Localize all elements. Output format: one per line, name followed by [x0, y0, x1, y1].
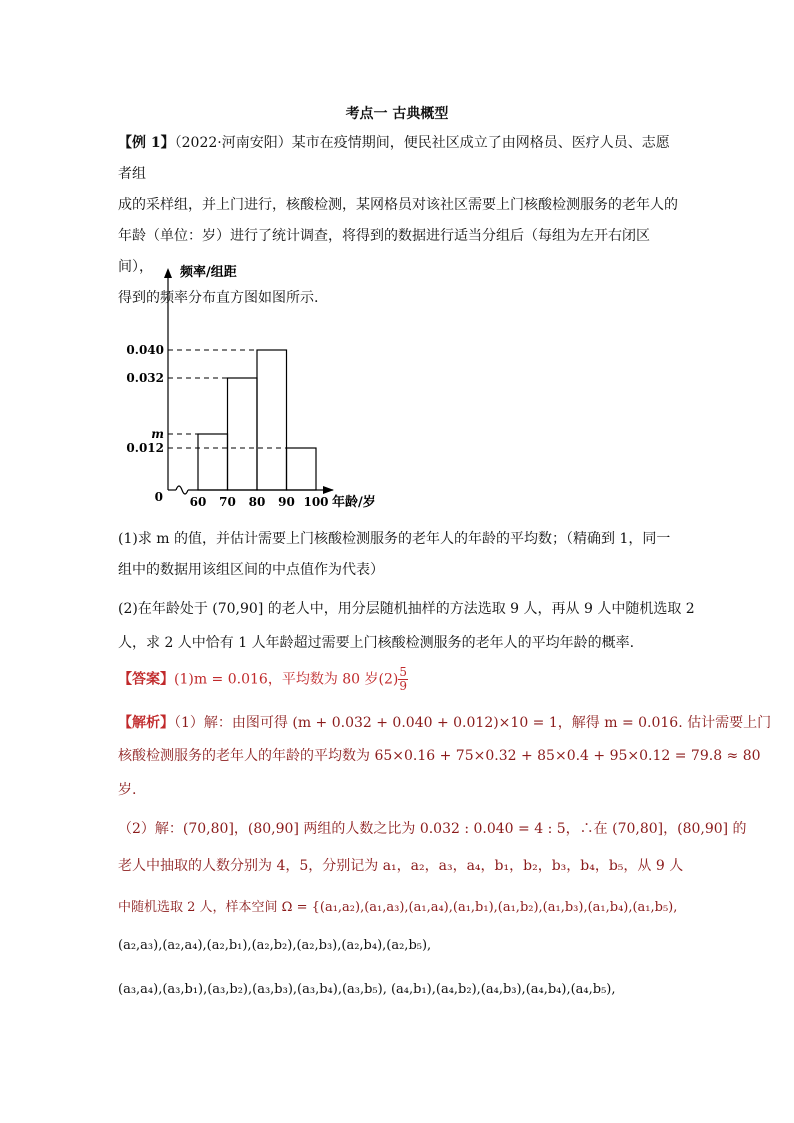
y-axis-label: 频率/组距 — [180, 265, 237, 280]
analysis-line-3: 岁. — [118, 782, 137, 798]
section-title: 考点一 古典概型 — [345, 106, 449, 122]
histogram-bar — [198, 434, 228, 490]
question-1-line-2: 组中的数据用该组区间的中点值作为代表） — [118, 562, 384, 578]
analysis-line-5: 老人中抽取的人数分别为 4，5，分别记为 a₁，a₂，a₃，a₄，b₁，b₂，b₃，b₄，b₅，从 9 人 — [118, 858, 684, 874]
y-tick-label: 0.012 — [126, 441, 164, 455]
analysis-line-7: (a₂,a₃),(a₂,a₄),(a₂,b₁),(a₂,b₂),(a₂,b₃),(a₂,b₄),(a₂,b₅), — [118, 938, 432, 953]
y-tick-label: 0.040 — [126, 343, 164, 357]
y-axis-arrow — [164, 268, 172, 278]
analysis-line-8: (a₃,a₄),(a₃,b₁),(a₃,b₂),(a₃,b₃),(a₃,b₄),(a₃,b₅), (a₄,b₁),(a₄,b₂),(a₄,b₃),(a₄,b₄),(a₄,b₅), — [118, 982, 616, 997]
example-source: （2022·河南安阳） — [174, 135, 292, 151]
analysis-line-1 — [118, 712, 771, 732]
x-tick-label: 60 — [189, 495, 207, 509]
example-tag: 【例 1】 — [118, 135, 175, 151]
histogram-bar — [228, 378, 258, 490]
analysis-line-2: 核酸检测服务的老年人的年龄的平均数为 65×0.16 + 75×0.32 + 85×0.4 + 95×0.12 = 79.8 ≈ 80 — [118, 748, 761, 764]
question-2-line-2: 人，求 2 人中恰有 1 人年龄超过需要上门核酸检测服务的老年人的平均年龄的概率. — [118, 635, 635, 651]
answer-text: (1)m = 0.016，平均数为 80 岁(2) — [174, 671, 399, 688]
example-line-3: 年龄（单位：岁）进行了统计调查，将得到的数据进行适当分组后（每组为左开右闭区间）， — [118, 228, 650, 275]
analysis-line-4: （2）解：(70,80]，(80,90] 两组的人数之比为 0.032 : 0.040 = 4 : 5，∴在 (70,80]，(80,90] 的 — [118, 821, 747, 837]
frequency-histogram — [118, 256, 408, 516]
x-tick-label: 90 — [278, 495, 295, 509]
x-tick-label: 80 — [248, 495, 266, 509]
x-axis-arrow — [323, 486, 334, 494]
y-tick-label: 0.032 — [126, 371, 164, 385]
x-axis-break — [176, 486, 188, 494]
origin-label: 0 — [154, 490, 163, 504]
question-2-line-1: (2)在年龄处于 (70,90] 的老人中，用分层随机抽样的方法选取 9 人，再从 9 人中随机选取 2 — [118, 601, 695, 617]
x-axis-label: 年龄/岁 — [332, 495, 376, 510]
example-line-1: 某市在疫情期间，便民社区成立了由网格员、医疗人员、志愿者组 — [118, 135, 670, 182]
analysis-line-1-text: （1）解：由图可得 (m + 0.032 + 0.040 + 0.012)×10 = 1，解得 m = 0.016. 估计需要上门 — [174, 715, 772, 731]
histogram-bar — [257, 350, 287, 490]
answer-fraction-denominator: 9 — [399, 679, 408, 693]
question-1-line-1: (1)求 m 的值，并估计需要上门核酸检测服务的老年人的年龄的平均数；（精确到 1，同一 — [118, 531, 671, 547]
analysis-line-6: 中随机选取 2 人，样本空间 Ω = {(a₁,a₂),(a₁,a₃),(a₁,a₄),(a₁,b₁),(a₁,b₂),(a₁,b₃),(a₁,b₄),(a₁,b₅), — [118, 900, 678, 915]
histogram-bar — [287, 448, 317, 490]
example-line-4: 得到的频率分布直方图如图所示. — [118, 290, 319, 306]
y-tick-label: m — [151, 427, 164, 441]
answer-fraction-numerator: 5 — [399, 665, 408, 679]
answer-fraction — [398, 666, 408, 693]
example-line-2: 成的采样组，并上门进行，核酸检测，某网格员对该社区需要上门核酸检测服务的老年人的 — [118, 197, 678, 213]
analysis-tag: 【解析】 — [118, 715, 174, 731]
x-tick-label: 70 — [219, 495, 236, 509]
answer-tag: 【答案】 — [118, 671, 174, 688]
x-tick-label: 100 — [303, 495, 329, 509]
answer-line — [118, 666, 408, 693]
